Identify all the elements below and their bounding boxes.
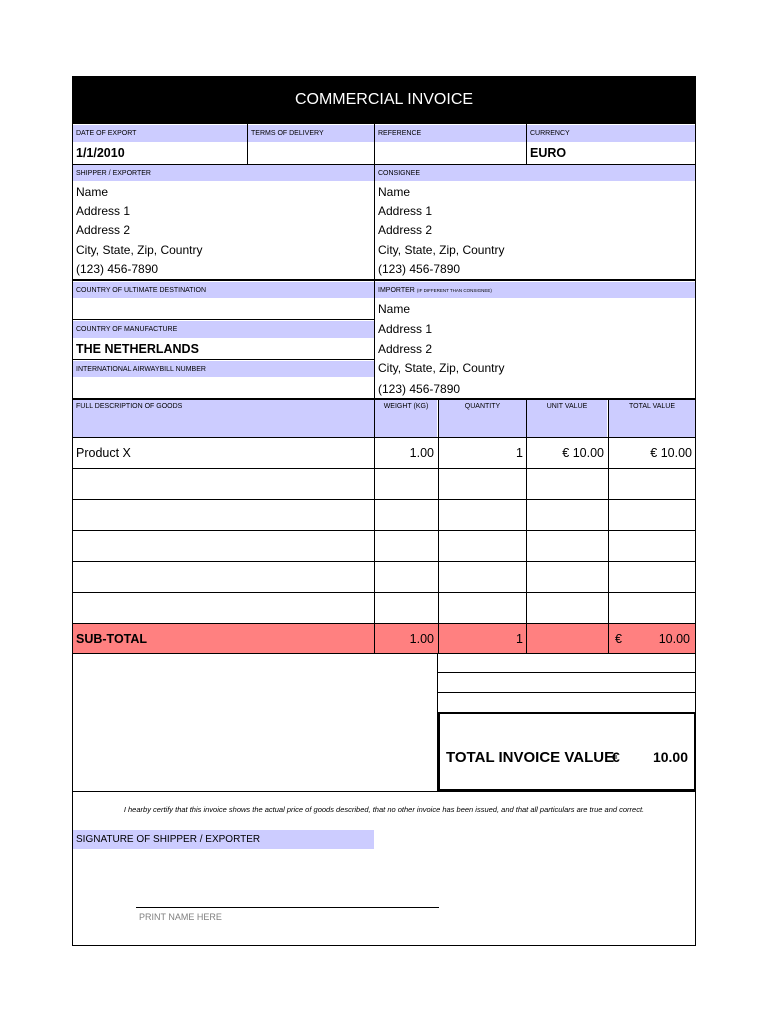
- signature-label: SIGNATURE OF SHIPPER / EXPORTER: [73, 830, 374, 849]
- reference-label: REFERENCE: [375, 125, 526, 142]
- currency-value[interactable]: EURO: [530, 146, 567, 160]
- reference-value[interactable]: [375, 143, 526, 163]
- shipper-address-1[interactable]: Address 1: [76, 203, 131, 218]
- goods-row-1-unit-value[interactable]: € 10.00: [562, 446, 604, 460]
- goods-row-1-weight[interactable]: 1.00: [409, 446, 434, 460]
- divider: [247, 124, 248, 164]
- goods-row-1-total-value[interactable]: € 10.00: [650, 446, 692, 460]
- importer-address-2[interactable]: Address 2: [378, 341, 433, 356]
- divider: [526, 400, 527, 623]
- subtotal-total: 10.00: [658, 631, 690, 646]
- signature-line: [136, 907, 439, 908]
- subtotal-weight: 1.00: [409, 631, 434, 646]
- subtotal-quantity: 1: [516, 631, 523, 646]
- divider: [438, 623, 439, 654]
- total-invoice-label: TOTAL INVOICE VALUE: [446, 748, 615, 766]
- importer-name[interactable]: Name: [378, 302, 411, 316]
- shipper-city[interactable]: City, State, Zip, Country: [76, 242, 203, 257]
- signature-field[interactable]: [73, 850, 695, 905]
- destination-value[interactable]: [73, 299, 373, 319]
- goods-unit-value-header: UNIT VALUE: [527, 400, 607, 437]
- goods-row-6-description[interactable]: [73, 593, 373, 623]
- manufacture-value[interactable]: THE NETHERLANDS: [76, 342, 199, 356]
- divider: [72, 319, 374, 320]
- total-invoice-value: 10.00: [652, 749, 688, 765]
- shipper-phone[interactable]: (123) 456-7890: [76, 261, 159, 276]
- consignee-phone[interactable]: (123) 456-7890: [378, 261, 461, 276]
- shipper-address-2[interactable]: Address 2: [76, 222, 131, 237]
- consignee-address-2[interactable]: Address 2: [378, 222, 433, 237]
- goods-row-5-description[interactable]: [73, 562, 373, 592]
- consignee-label: CONSIGNEE: [375, 165, 695, 181]
- importer-label: [375, 282, 695, 298]
- goods-row-1-description[interactable]: Product X: [76, 446, 131, 460]
- goods-row-4-description[interactable]: [73, 531, 373, 561]
- invoice-title: COMMERCIAL INVOICE: [72, 76, 696, 124]
- divider: [72, 279, 696, 281]
- goods-description-header: FULL DESCRIPTION OF GOODS: [73, 400, 374, 437]
- terms-of-delivery-value[interactable]: [248, 143, 374, 163]
- goods-row-3-description[interactable]: [73, 500, 373, 530]
- airwaybill-label: INTERNATIONAL AIRWAYBILL NUMBER: [73, 361, 374, 377]
- consignee-city[interactable]: City, State, Zip, Country: [378, 242, 505, 257]
- divider: [438, 672, 696, 673]
- subtotal-currency-symbol: €: [615, 631, 622, 646]
- shipper-name[interactable]: Name: [76, 184, 109, 199]
- divider: [374, 623, 375, 654]
- destination-label: COUNTRY OF ULTIMATE DESTINATION: [73, 282, 374, 298]
- shipper-label: SHIPPER / EXPORTER: [73, 165, 374, 181]
- total-currency-symbol: €: [612, 749, 620, 765]
- divider: [374, 400, 375, 623]
- divider: [438, 692, 696, 693]
- manufacture-label: COUNTRY OF MANUFACTURE: [73, 321, 374, 338]
- terms-of-delivery-label: TERMS OF DELIVERY: [248, 125, 374, 142]
- goods-row-2-description[interactable]: [73, 469, 373, 499]
- consignee-name[interactable]: Name: [378, 184, 411, 199]
- airwaybill-value[interactable]: [73, 378, 373, 398]
- goods-quantity-header: QUANTITY: [439, 400, 526, 437]
- goods-table: [72, 438, 696, 623]
- divider: [526, 124, 527, 164]
- divider: [608, 623, 609, 654]
- divider: [72, 791, 696, 792]
- importer-note: (IF DIFFERENT THAN CONSIGNEE): [416, 287, 492, 293]
- divider: [438, 400, 439, 623]
- importer-address-1[interactable]: Address 1: [378, 321, 433, 336]
- divider: [526, 623, 527, 654]
- goods-weight-header: WEIGHT (KG): [375, 400, 437, 437]
- importer-label-text: IMPORTER: [378, 286, 415, 294]
- print-name-hint: PRINT NAME HERE: [139, 912, 222, 922]
- divider: [72, 359, 374, 360]
- goods-row-1-quantity[interactable]: 1: [516, 446, 523, 460]
- currency-label: CURRENCY: [527, 125, 695, 142]
- importer-city[interactable]: City, State, Zip, Country: [378, 360, 505, 375]
- divider: [608, 400, 609, 623]
- notes-area[interactable]: [73, 654, 438, 791]
- date-of-export-label: DATE OF EXPORT: [73, 125, 247, 142]
- consignee-address-1[interactable]: Address 1: [378, 203, 433, 218]
- subtotal-label: SUB-TOTAL: [76, 631, 148, 646]
- goods-total-value-header: TOTAL VALUE: [609, 400, 695, 437]
- importer-phone[interactable]: (123) 456-7890: [378, 381, 461, 396]
- certification-text: I hearby certify that this invoice shows the actual price of goods described, that no other invoice has been issued, and that all particulars are true and correct.: [123, 804, 645, 814]
- date-of-export-value[interactable]: 1/1/2010: [76, 146, 125, 160]
